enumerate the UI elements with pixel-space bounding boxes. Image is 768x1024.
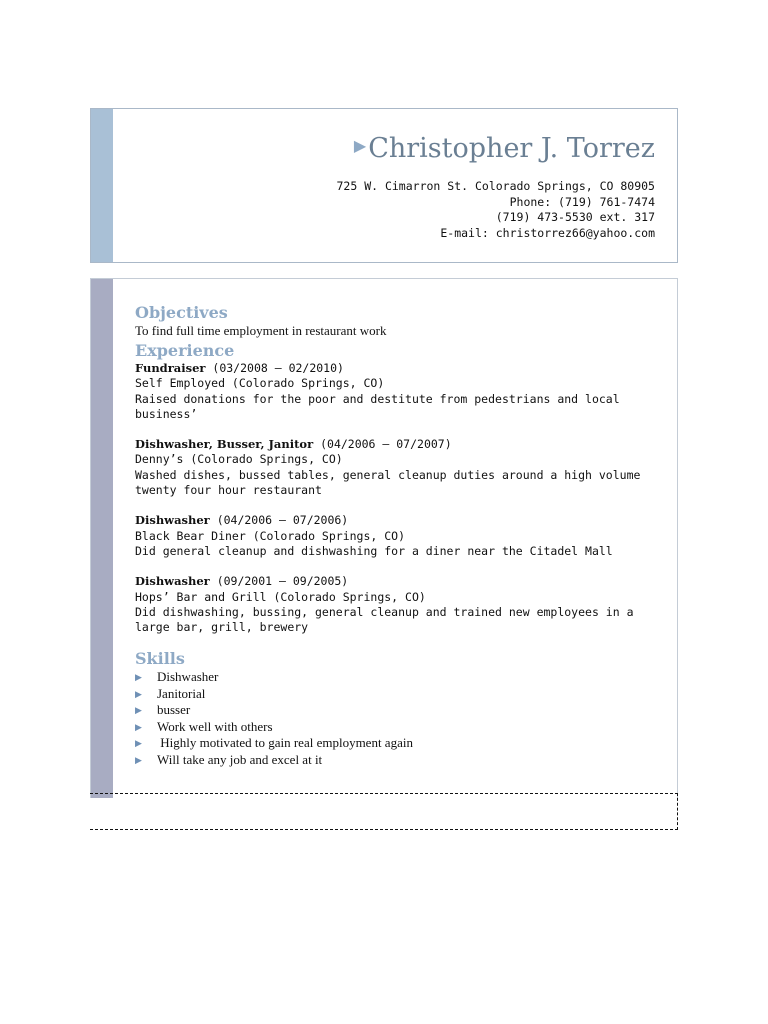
skills-heading: Skills [135,649,185,669]
job-dates: (09/2001 – 09/2005) [216,574,349,589]
page-break-dashed-top [90,793,678,794]
applicant-name [354,133,655,164]
contact-info [337,179,656,241]
job-title: Dishwasher [135,513,210,528]
job-employer: Hops’ Bar and Grill (Colorado Springs, CO) [135,589,426,604]
job-entry [135,437,655,498]
body-accent-stripe [91,279,113,798]
applicant-name-text: Christopher J. Torrez [368,133,655,164]
header-accent-stripe [91,109,113,262]
resume-content [135,303,655,768]
bullet-triangle-icon: ▶ [135,672,142,683]
job-entry [135,361,655,422]
objectives-heading: Objectives [135,303,228,322]
experience-heading: Experience [135,341,235,360]
job-entry [135,574,655,635]
job-dates: (03/2008 – 02/2010) [212,361,344,375]
job-dates: (04/2006 – 07/2006) [216,513,349,528]
list-item: ▶ Dishwasher [135,669,219,685]
phone: Phone: (719) 761-7474 [509,194,655,209]
phone-work: (719) 473-5530 ext. 317 [495,210,655,224]
job-employer: Denny’s (Colorado Springs, CO) [135,452,343,467]
job-description: Washed dishes, bussed tables, general cleanup duties around a high volume twenty four hour restaurant [135,467,641,498]
objectives-text: To find full time employment in restaurant work [135,323,387,338]
skills-list [135,669,655,768]
bullet-triangle-icon: ▶ [135,721,142,732]
bullet-triangle-icon: ▶ [135,688,142,699]
resume-body [90,278,678,798]
page-break-dashed-right [677,793,678,830]
bullet-triangle-icon: ▶ [135,738,142,749]
job-title: Dishwasher [135,574,210,589]
bullet-triangle-icon: ▶ [135,705,142,716]
list-item: ▶ Will take any job and excel at it [135,751,323,767]
list-item: ▶ Highly motivated to gain real employment again [135,735,413,751]
address: 725 W. Cimarron St. Colorado Springs, CO 80905 [336,179,655,193]
job-employer: Black Bear Diner (Colorado Springs, CO) [135,528,406,543]
job-entry [135,513,655,559]
job-title: Fundraiser [135,361,206,375]
job-description: Did general cleanup and dishwashing for a diner near the Citadel Mall [135,543,613,558]
list-item: ▶ Janitorial [135,685,206,701]
email: E-mail: christorrez66@yahoo.com [440,225,655,240]
bullet-triangle-icon: ▶ [135,754,142,765]
header-box [90,108,678,263]
list-item: ▶ Work well with others [135,718,273,734]
page-break-dashed-bottom [90,829,678,830]
job-title: Dishwasher, Busser, Janitor [135,437,314,452]
triangle-icon: ▶ [353,136,367,155]
list-item: ▶ busser [135,702,191,718]
job-dates: (04/2006 – 07/2007) [320,437,452,452]
job-employer: Self Employed (Colorado Springs, CO) [135,376,385,391]
job-description: Raised donations for the poor and destitute from pedestrians and local business’ [135,391,620,421]
job-description: Did dishwashing, bussing, general cleanup and trained new employees in a large bar, grill, brewery [135,604,634,635]
